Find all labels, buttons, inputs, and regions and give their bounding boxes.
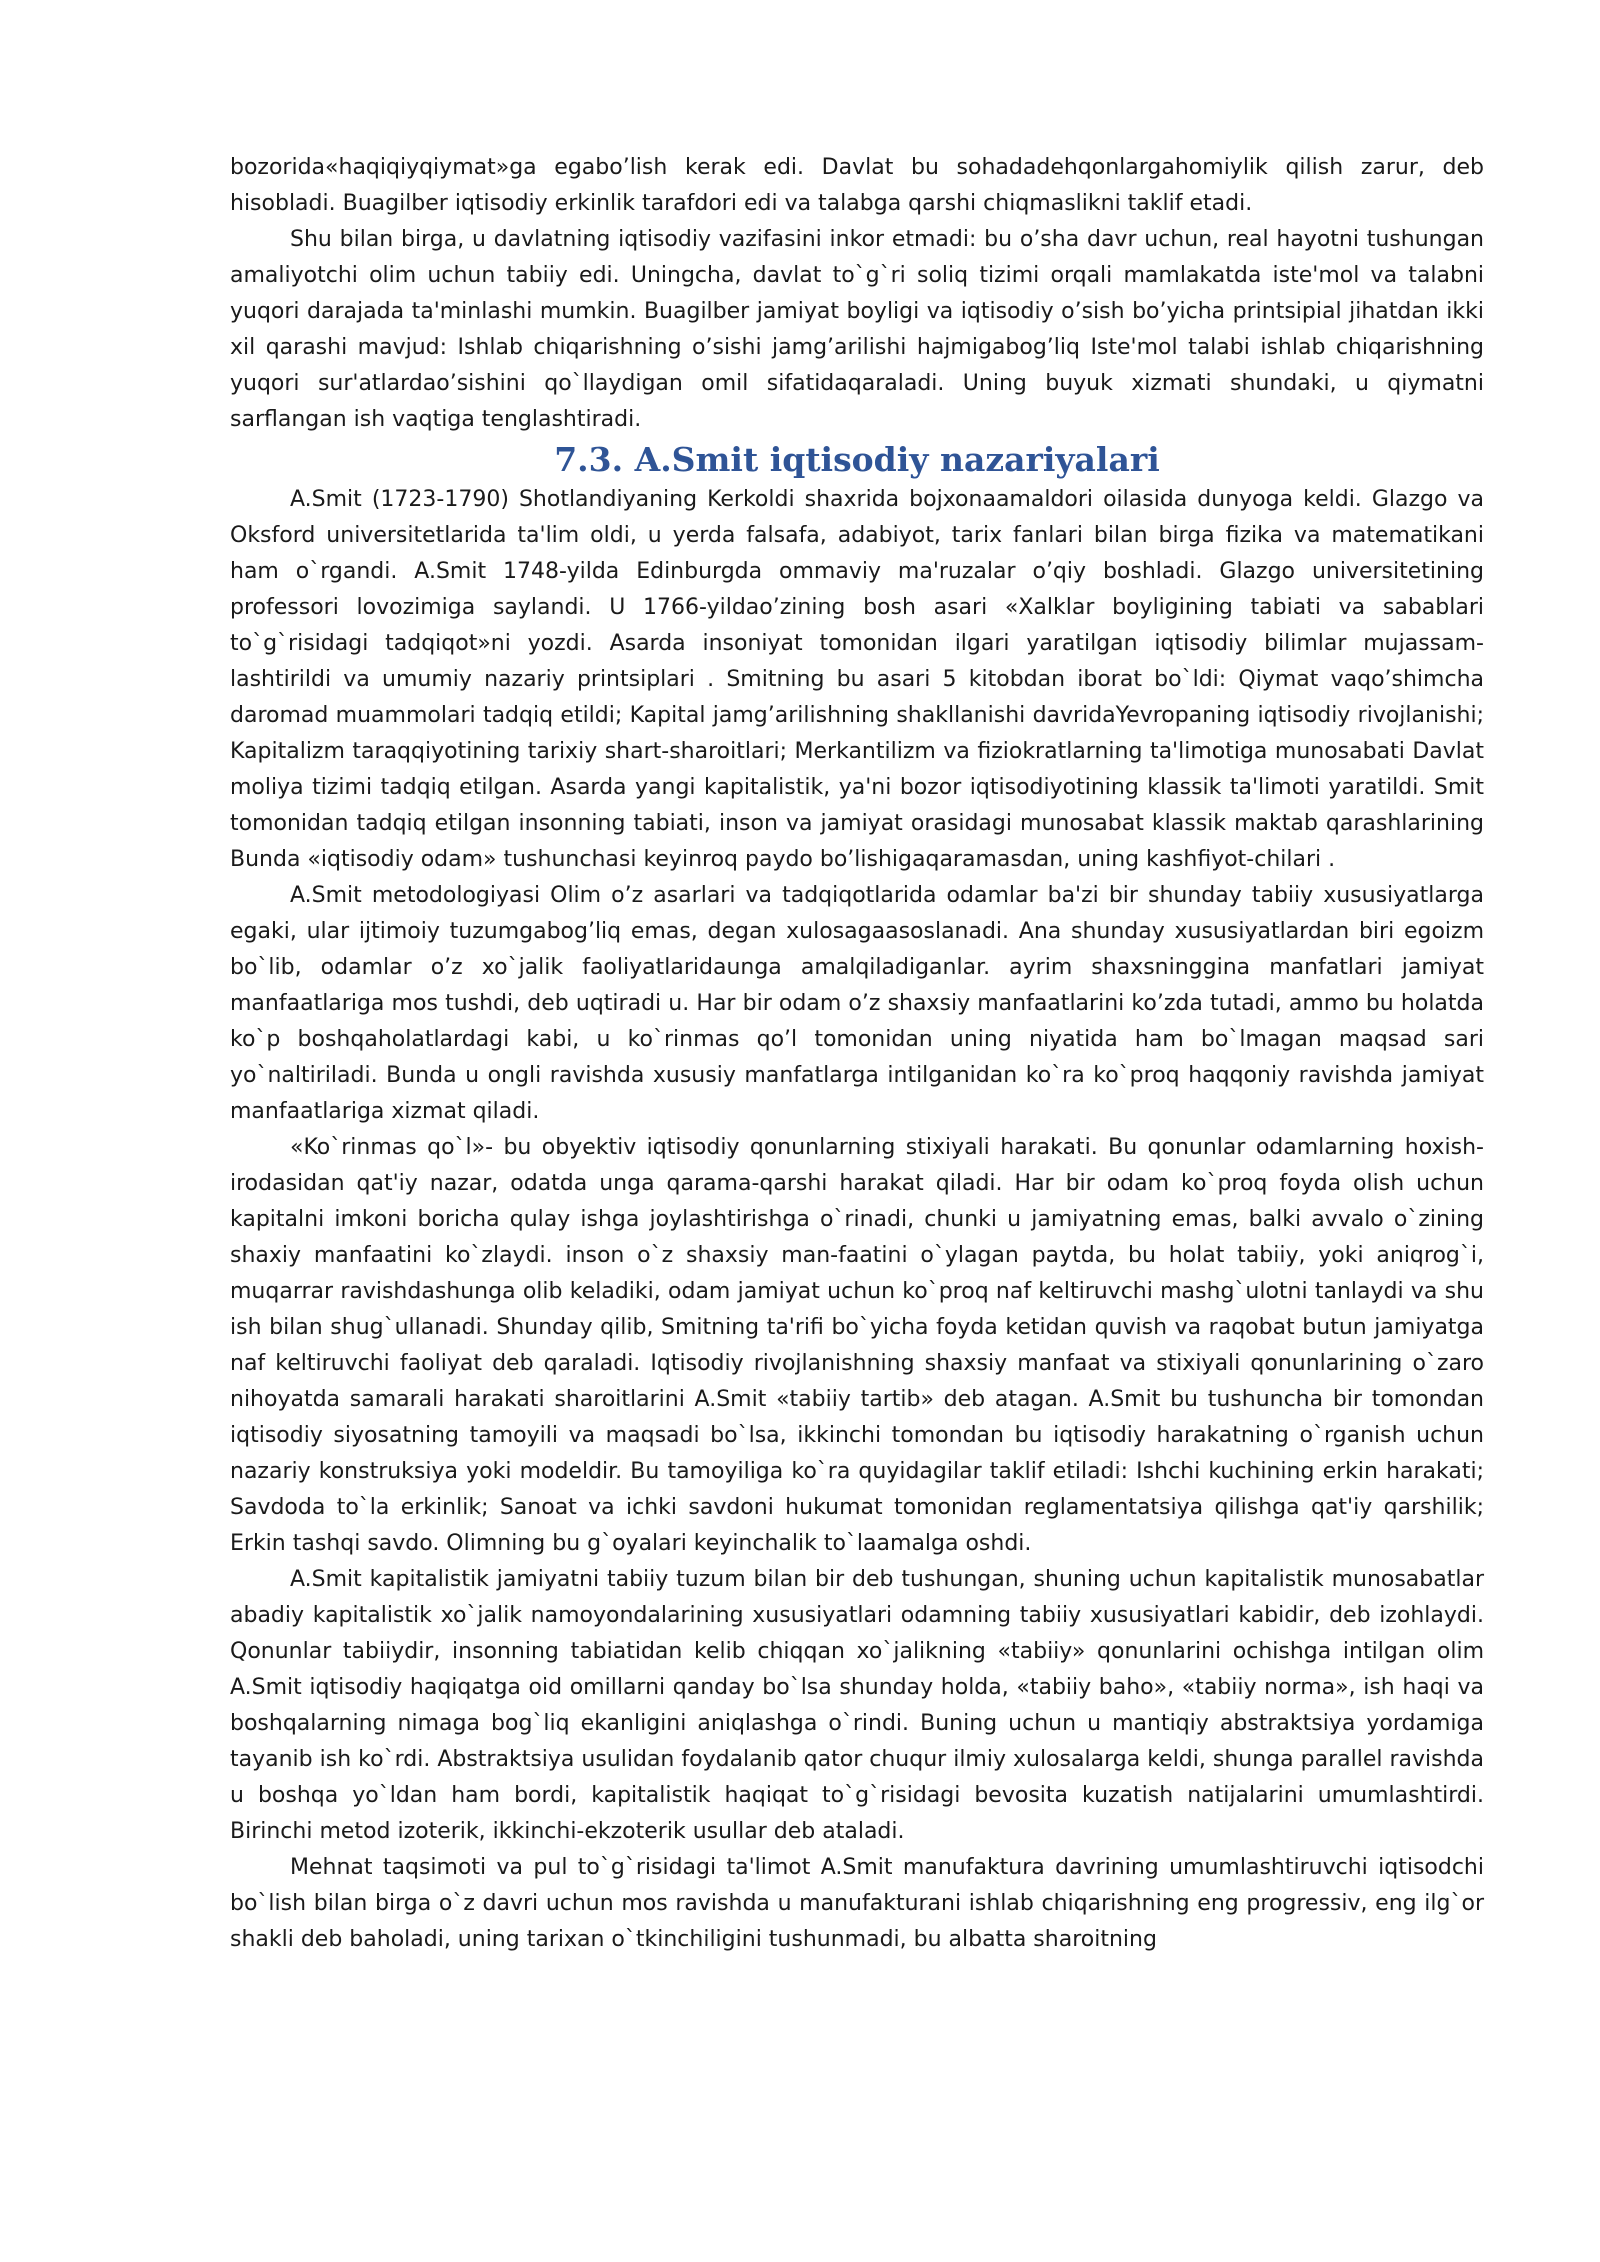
paragraph: Shu bilan birga, u davlatning iqtisodiy vazifasini inkor etmadi: bu o’sha davr uchun, real hayotni tushungan amaliyotchi olim uchun tabiiy edi. Uningcha, davlat to`g`ri soliq tizimi orqali mamlakatda iste'mol va talabni yuqori darajada ta'minlashi mumkin. Buagilber jamiyat boyligi va iqtisodiy o’sish bo’yicha printsipial jihatdan ikki xil qarashi mavjud: Ishlab chiqarishning o’sishi jamg’arilishi hajmigabog’liq Iste'mol talabi ishlab chiqarishning yuqori sur'atlardao’sishini qo`llaydigan omil sifatidaqaraladi. Uning buyuk xizmati shundaki, u qiymatni sarflangan ish vaqtiga tenglashtiradi. xyxy=(230,227,1484,432)
document-page xyxy=(230,150,1484,1958)
section-heading: 7.3. A.Smit iqtisodiy nazariyalari xyxy=(554,440,1160,479)
paragraph: Mehnat taqsimoti va pul to`g`risidagi ta'limot A.Smit manufaktura davrining umumlashtiruvchi iqtisodchi bo`lish bilan birga o`z davri uchun mos ravishda u manufakturani ishlab chiqarishning eng progressiv, eng ilg`or shakli deb baholadi, uning tarixan o`tkinchiligini tushunmadi, bu albatta sharoitning xyxy=(230,1855,1484,1952)
paragraph: A.Smit metodologiyasi Olim o’z asarlari va tadqiqotlarida odamlar ba'zi bir shunday tabiiy xususiyatlarga egaki, ular ijtimoiy tuzumgabog’liq emas, degan xulosagaasoslanadi. Ana shunday xususiyatlardan biri egoizm bo`lib, odamlar o’z xo`jalik faoliyatlaridaunga amalqiladiganlar. ayrim shaxsninggina manfatlari jamiyat manfaatlariga mos tushdi, deb uqtiradi u. Har bir odam o’z shaxsiy manfaatlarini ko’zda tutadi, ammo bu holatda ko`p boshqaholatlardagi kabi, u ko`rinmas qo’l tomonidan uning niyatida ham bo`lmagan maqsad sari yo`naltiriladi. Bunda u ongli ravishda xususiy manfatlarga intilganidan ko`ra ko`proq haqqoniy ravishda jamiyat manfaatlariga xizmat qiladi. xyxy=(230,883,1484,1124)
paragraph: A.Smit (1723-1790) Shotlandiyaning Kerkoldi shaxrida bojxonaamaldori oilasida dunyoga keldi. Glazgo va Oksford universitetlarida ta'lim oldi, u yerda falsafa, adabiyot, tarix fanlari bilan birga fizika va matematikani ham o`rgandi. A.Smit 1748-yilda Edinburgda ommaviy ma'ruzalar o’qiy boshladi. Glazgo universitetining professori lovozimiga saylandi. U 1766-yildao’zining bosh asari «Xalklar boyligining tabiati va sabablari to`g`risidagi tadqiqot»ni yozdi. Asarda insoniyat tomonidan ilgari yaratilgan iqtisodiy bilimlar mujassam-lashtirildi va umumiy nazariy printsiplari . Smitning bu asari 5 kitobdan iborat bo`ldi: Qiymat vaqo’shimcha daromad muammolari tadqiq etildi; Kapital jamg’arilishning shakllanishi davridaYevropaning iqtisodiy rivojlanishi; Kapitalizm taraqqiyotining tarixiy shart-sharoitlari; Merkantilizm va fiziokratlarning ta'limotiga munosabati Davlat moliya tizimi tadqiq etilgan. Asarda yangi kapitalistik, ya'ni bozor iqtisodiyotining klassik ta'limoti yaratildi. Smit tomonidan tadqiq etilgan insonning tabiati, inson va jamiyat orasidagi munosabat klassik maktab qarashlarining Bunda «iqtisodiy odam» tushunchasi keyinroq paydo bo’lishigaqaramasdan, uning kashfiyot-chilari . xyxy=(230,487,1484,872)
paragraph: A.Smit kapitalistik jamiyatni tabiiy tuzum bilan bir deb tushungan, shuning uchun kapitalistik munosabatlar abadiy kapitalistik xo`jalik namoyondalarining xususiyatlari odamning tabiiy xususiyatlari kabidir, deb izohlaydi. Qonunlar tabiiydir, insonning tabiatidan kelib chiqqan xo`jalikning «tabiiy» qonunlarini ochishga intilgan olim A.Smit iqtisodiy haqiqatga oid omillarni qanday bo`lsa shunday holda, «tabiiy baho», «tabiiy norma», ish haqi va boshqalarning nimaga bog`liq ekanligini aniqlashga o`rindi. Buning uchun u mantiqiy abstraktsiya yordamiga tayanib ish ko`rdi. Abstraktsiya usulidan foydalanib qator chuqur ilmiy xulosalarga keldi, shunga parallel ravishda u boshqa yo`ldan ham bordi, kapitalistik haqiqat to`g`risidagi bevosita kuzatish natijalarini umumlashtirdi. Birinchi metod izoterik, ikkinchi-ekzoterik usullar deb ataladi. xyxy=(230,1567,1484,1844)
paragraph: bozorida«haqiqiyqiymat»ga egabo’lish kerak edi. Davlat bu sohadadehqonlargahomiylik qilish zarur, deb hisobladi. Buagilber iqtisodiy erkinlik tarafdori edi va talabga qarshi chiqmaslikni taklif etadi. xyxy=(230,155,1484,216)
paragraph: «Ko`rinmas qo`l»- bu obyektiv iqtisodiy qonunlarning stixiyali harakati. Bu qonunlar odamlarning hoxish-irodasidan qat'iy nazar, odatda unga qarama-qarshi harakat qiladi. Har bir odam ko`proq foyda olish uchun kapitalni imkoni boricha qulay ishga joylashtirishga o`rinadi, chunki u jamiyatning emas, balki avvalo o`zining shaxiy manfaatini ko`zlaydi. inson o`z shaxsiy man-faatini o`ylagan paytda, bu holat tabiiy, yoki aniqrog`i, muqarrar ravishdashunga olib keladiki, odam jamiyat uchun ko`proq naf keltiruvchi mashg`ulotni tanlaydi va shu ish bilan shug`ullanadi. Shunday qilib, Smitning ta'rifi bo`yicha foyda ketidan quvish va raqobat butun jamiyatga naf keltiruvchi faoliyat deb qaraladi. Iqtisodiy rivojlanishning shaxsiy manfaat va stixiyali qonunlarining o`zaro nihoyatda samarali harakati sharoitlarini A.Smit «tabiiy tartib» deb atagan. A.Smit bu tushuncha bir tomondan iqtisodiy siyosatning tamoyili va maqsadi bo`lsa, ikkinchi tomondan bu iqtisodiy harakatning o`rganish uchun nazariy konstruksiya yoki modeldir. Bu tamoyiliga ko`ra quyidagilar taklif etiladi: Ishchi kuchining erkin harakati; Savdoda to`la erkinlik; Sanoat va ichki savdoni hukumat tomonidan reglamentatsiya qilishga qat'iy qarshilik; Erkin tashqi savdo. Olimning bu g`oyalari keyinchalik to`laamalga oshdi. xyxy=(230,1135,1484,1556)
